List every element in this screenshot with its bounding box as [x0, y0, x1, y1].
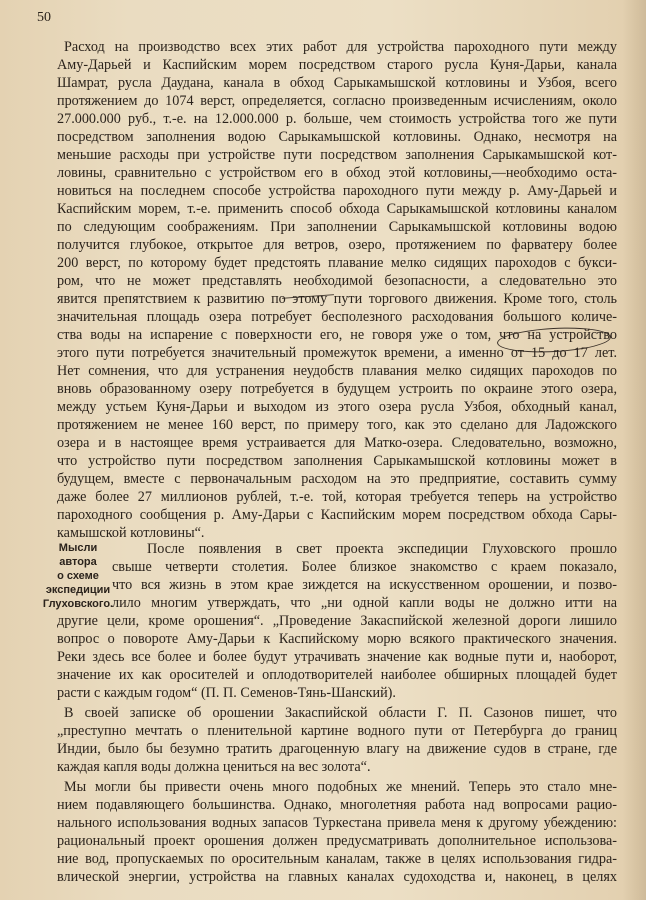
text-line: Нет сомнения, что для устранения неудобств плавания мелко сидящих пароходов по [57, 363, 617, 379]
text-line: между устьем Куня-Дарьи и выходом из этого озера русла Узбоя, обходный канал, [57, 399, 617, 415]
text-line: „преступно мечтать о пленительной картине водного пути от Петербурга до границ [57, 723, 617, 739]
text-line: нального использования водных запасов Туркестана привела меня к другому убеждению: [57, 815, 617, 831]
text-line: Аму-Дарьей и Каспийским морем посредством старого русла Куня-Дарьи, канала [57, 57, 617, 73]
margin-note-line: о схеме [57, 570, 99, 582]
text-line: протяжением до 1074 верст, определяется, согласно произведенным исчислениям, около [57, 93, 617, 109]
text-line: Расход на производство всех этих работ для устройства пароходного пути между [64, 39, 617, 55]
text-line: вопрос о повороте Аму-Дарьи к Каспийскому морю всякого практического значения. [57, 631, 617, 647]
text-line: В своей записке об орошении Закаспийской области Г. П. Сазонов пишет, что [64, 705, 617, 721]
margin-note-line: Глуховского. [42, 598, 114, 610]
text-line: 27.000.000 руб., т.-е. на 12.000.000 р. больше, чем стоимость устройства того же пути [57, 111, 617, 127]
text-line: нием подавляющего большинства. Однако, многолетняя работа над вопросами рацио- [57, 797, 617, 813]
text-line: лило многим утверждать, что „ни одной капли воды не должно итти на [112, 595, 617, 611]
text-line: что вся жизнь в этом крае зиждется на искусственном орошении, и позво- [112, 577, 617, 593]
text-line: новиться на последнем способе устройства пароходного пути между р. Аму-Дарьей и [57, 183, 617, 199]
text-line: Каспийским морем, т.-е. применить способ обхода Сарыкамышской котловины каналом [57, 201, 617, 217]
text-line: 200 верст, по которому будет предстоять плавание мелко сидящих пароходов с букси- [57, 255, 617, 271]
text-line: получится глубокое, открытое для ветров, озеро, протяжением по фарватеру более [57, 237, 617, 253]
text-line: будущем, вместе с первоначальным расходом на это предприятие, составить сумму [57, 471, 617, 487]
text-line: ние вод, пропускаемых по оросительным каналам, также в целях использования гидра- [57, 851, 617, 867]
text-line: Реки здесь все более и более будут утрачивать значение как водные пути и, наоборот, [57, 649, 617, 665]
text-line: даже более 27 миллионов рублей, т.-е. той, которая требуется теперь на устройство [57, 489, 617, 505]
text-line: влической энергии, устройства на главных каналах судоходства и, наконец, в целях [57, 869, 617, 885]
text-line: камышской котловины“. [57, 525, 205, 541]
text-line: посредством заполнения водою Сарыкамышской котловины. Однако, несмотря на [57, 129, 617, 145]
text-line: Шамрат, русла Даудана, канала в обход Сарыкамышской котловины и Узбоя, всего [57, 75, 617, 91]
margin-note-line: Мысли автора [58, 542, 98, 568]
text-line: расти с каждым годом“ (П. П. Семенов-Тянь-Шанский). [57, 685, 396, 701]
page-edge-shadow [622, 0, 646, 900]
text-line: пароходного сообщения р. Аму-Дарьи с Каспийским морем посредством обхода Сары- [57, 507, 617, 523]
text-line: другие цели, кроме орошения“. „Проведение Закаспийской железной дороги лишило [57, 613, 617, 629]
text-line: по следующим соображениям. При заполнении Сарыкамышской котловины водою [57, 219, 617, 235]
text-line: рациональный проект орошения должен предусматривать дополнительное использова- [57, 833, 617, 849]
text-line: ства воды на испарение с поверхности его, не говоря уже о том, что на устройство [57, 327, 617, 343]
text-line: меньшие расходы при устройстве пути посредством заполнения Сарыкамышской кот- [57, 147, 617, 163]
text-line: озера и в настоящее время устраивается для Матко-озера. Следовательно, возможно, [57, 435, 617, 451]
text-line: ром, что не может представлять необходимой безопасности, а следовательно это [57, 273, 617, 289]
text-line: свыше четверти столетия. Более близкое знакомство с краем показало, [112, 559, 617, 575]
text-line: каждая капля воды должна цениться на вес золота“. [57, 759, 371, 775]
text-line: протяжением не менее 160 верст, по примеру того, как это сделано для Ладожского [57, 417, 617, 433]
text-line: значение их как оросителей и оплодотворителей наиболее обширных площадей будет [57, 667, 617, 683]
text-line: вновь образованному озеру потребуется в будущем устроить по окраине этого озера, [57, 381, 617, 397]
page-number: 50 [37, 10, 51, 25]
text-line: что устройство пути посредством заполнения Сарыкамышской котловины может в [57, 453, 617, 469]
text-line: этого пути потребуется значительный промежуток времени, а именно от 15 до 17 лет. [57, 345, 617, 361]
text-line: Индии, было бы безумно тратить драгоценную влагу на движение судов в стране, где [57, 741, 617, 757]
margin-note [40, 541, 116, 611]
text-line: Мы могли бы привести очень много подобных же мнений. Теперь это стало мне- [64, 779, 617, 795]
margin-note-line: экспедиции [45, 584, 111, 596]
text-line: ловины, сравнительно с устройством его в обход этой котловины,—необходимо оста- [57, 165, 617, 181]
text-line: явится препятствием к развитию по этому пути торгового движения. Кроме того, столь [57, 291, 617, 307]
text-line: После появления в свет проекта экспедиции Глуховского прошло [147, 541, 617, 557]
text-line: значительная площадь озера потребует бесполезного расходования большого количе- [57, 309, 617, 325]
